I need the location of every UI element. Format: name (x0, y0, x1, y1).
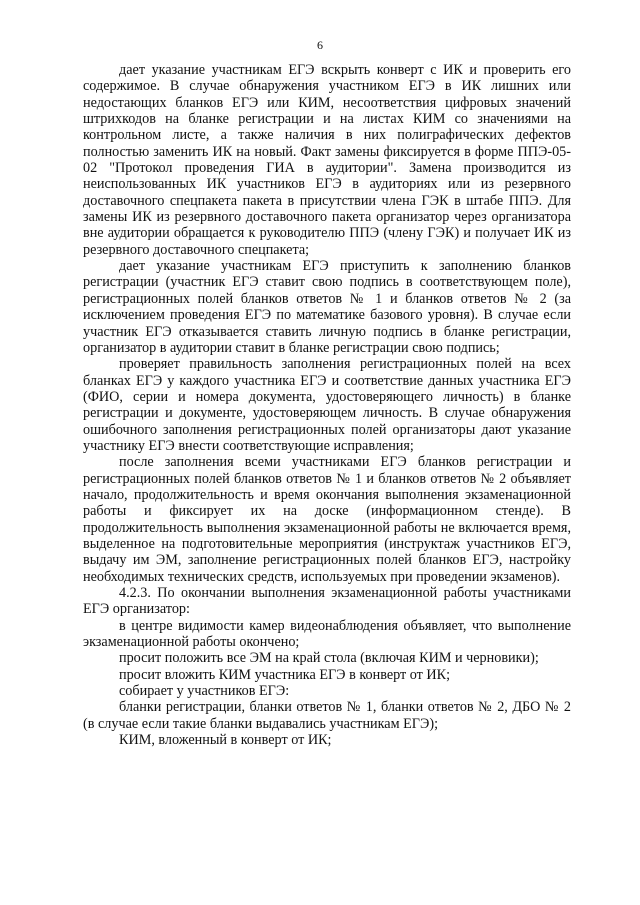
paragraph-announce-time: после заполнения всеми участниками ЕГЭ бланков регистрации и регистрационных полей бланков ответов № 1 и бланков ответов № 2 объявляет начало, продолжительность и время окончания выполнения экзаменационной работы и фиксирует их на доске (информационном стенде). В продолжительность выполнения экзаменационной работы не включается время, выделенное на подготовительные мероприятия (инструктаж участников ЕГЭ, выдачу им ЭМ, заполнение регистрационных полей бланков ЕГЭ, настройку необходимых технических средств, используемых при проведении экзаменов). (83, 454, 571, 585)
paragraph-collects: собирает у участников ЕГЭ: (119, 683, 290, 700)
paragraph-check-fields: проверяет правильность заполнения регистрационных полей на всех бланках ЕГЭ у каждого участника ЕГЭ и соответствие данных участника ЕГЭ (ФИО, серии и номера документа, удостоверяющего личность) в бланке регистрации и документе, удостоверяющем личность. В случае обнаружения ошибочного заполнения регистрационных полей организаторы дают указание участнику ЕГЭ внести соответствующие исправления; (83, 356, 571, 454)
paragraph-materials-edge: просит положить все ЭМ на край стола (включая КИМ и черновики); (119, 650, 539, 667)
paragraph-kim-envelope: просит вложить КИМ участника ЕГЭ в конверт от ИК; (119, 666, 451, 683)
page-number: 6 (317, 38, 323, 52)
paragraph-kim-in-envelope: КИМ, вложенный в конверт от ИК; (119, 732, 332, 749)
paragraph-fill-registration: дает указание участникам ЕГЭ приступить к заполнению бланков регистрации (участник ЕГЭ ставит свою подпись в соответствующем поле), регистрационных полей бланков ответов № 1 и бланков ответов № 2 (за исключением проведения ЕГЭ по математике базового уровня). В случае если участник ЕГЭ отказывается ставить личную подпись в бланке регистрации, организатор в аудитории ставит в бланке регистрации свою подпись; (83, 258, 571, 356)
paragraph-answer-sheets: бланки регистрации, бланки ответов № 1, бланки ответов № 2, ДБО № 2 (в случае если такие бланки выдавались участникам ЕГЭ); (83, 699, 571, 732)
paragraph-replace-ik: дает указание участникам ЕГЭ вскрыть конверт с ИК и проверить его содержимое. В случае обнаружения участником ЕГЭ в ИК лишних или недостающих бланков ЕГЭ или КИМ, несоответствия цифровых значений штрихкодов на бланке регистрации и на листах КИМ со значениями на контрольном листе, а также наличия в них полиграфических дефектов полностью заменить ИК на новый. Факт замены фиксируется в форме ППЭ-05-02 "Протокол проведения ГИА в аудитории". Замена производится из неиспользованных ИК участников ЕГЭ в аудиториях или из резервного доставочного спецпакета пакета в присутствии члена ГЭК в штабе ППЭ. Для замены ИК из резервного доставочного пакета организатор через организатора вне аудитории обращается к руководителю ППЭ (члену ГЭК) и получает ИК из резервного доставочного спецпакета; (83, 62, 571, 258)
document-body (83, 62, 571, 748)
paragraph-section-4-2-3: 4.2.3. По окончании выполнения экзаменационной работы участниками ЕГЭ организатор: (83, 585, 571, 618)
paragraph-announce-end: в центре видимости камер видеонаблюдения объявляет, что выполнение экзаменационной работы окончено; (83, 617, 571, 651)
